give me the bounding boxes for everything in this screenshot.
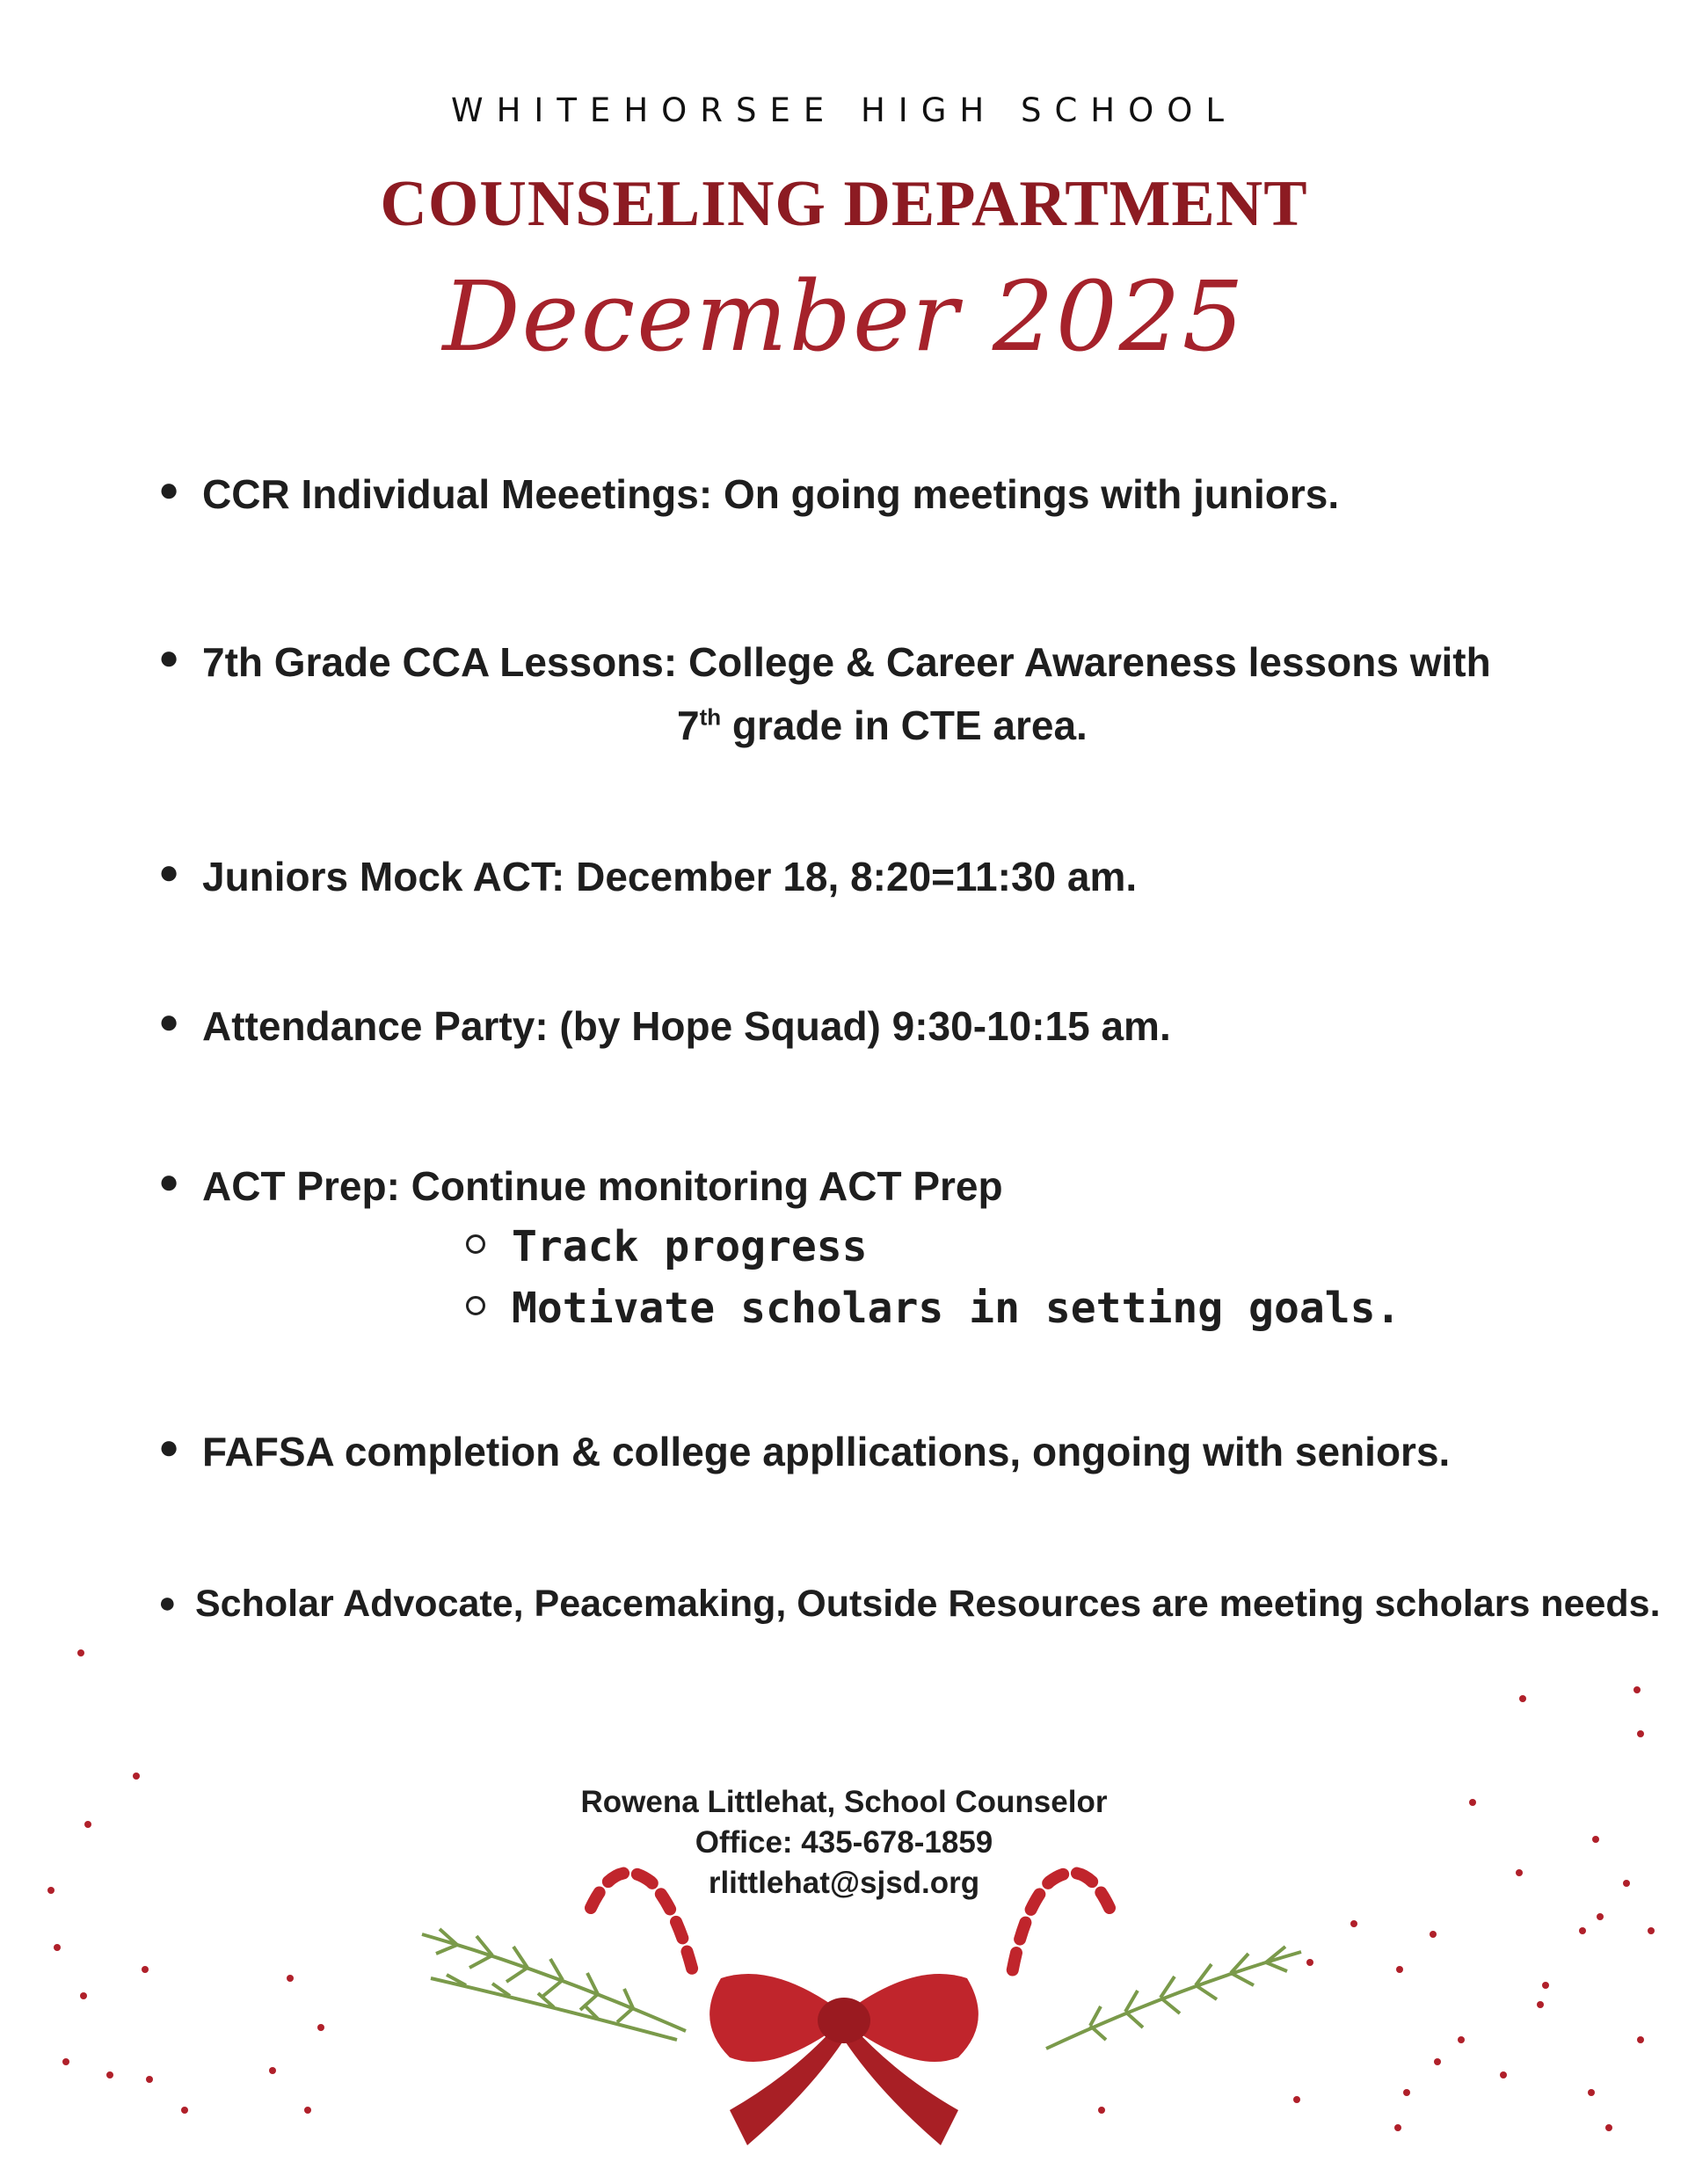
pine-branch-right-icon (1046, 1947, 1301, 2049)
bullet-icon: ● (158, 470, 180, 509)
bullet-icon: ● (158, 853, 180, 892)
bow-icon (709, 1974, 979, 2145)
bullet-icon: ● (158, 1002, 180, 1041)
department-title: COUNSELING DEPARTMENT (380, 168, 1308, 240)
month-title: December 2025 (442, 260, 1246, 373)
bullet-icon: ● (158, 1428, 180, 1467)
sub-list-item: Motivate scholars in setting goals. (466, 1284, 1401, 1333)
bullet-icon: ● (158, 1162, 180, 1201)
sub-list-item: Track progress (466, 1222, 868, 1271)
candy-cane-left-icon (591, 1873, 695, 1978)
event-list: ● CCR Individual Meeetings: On going meetings with juniors. ● 7th Grade CCA Lessons: College & Career Awareness lessons with 7th grade in CTE area. ● Juniors Mock ACT: December 18, 8:20=11:30 am. ● Attendance Party: (by Hope Squad) 9:30-10:15 am. ● ACT Prep: Continue monitoring ACT Prep Track progress Motivate scholars in setting goals. ● FAFSA completion & college appllications, ongoing with seniors. ● Scholar Advocate, Peacemaking, Outside Resources are meeting scholars needs. (158, 470, 1661, 1625)
bullet-icon: ● (158, 1586, 177, 1620)
contact-email: rlittlehat@sjsd.org (708, 1866, 980, 1900)
contact-office: Office: 435-678-1859 (695, 1825, 993, 1860)
pine-branch-left-icon (422, 1929, 686, 2040)
bullet-icon: ● (158, 638, 180, 677)
school-name: WHITEHORSEE HIGH SCHOOL (451, 91, 1237, 129)
contact-name: Rowena Littlehat, School Counselor (580, 1785, 1108, 1819)
candy-cane-right-icon (1011, 1873, 1110, 1978)
confetti-stars-icon (47, 1649, 1655, 2131)
